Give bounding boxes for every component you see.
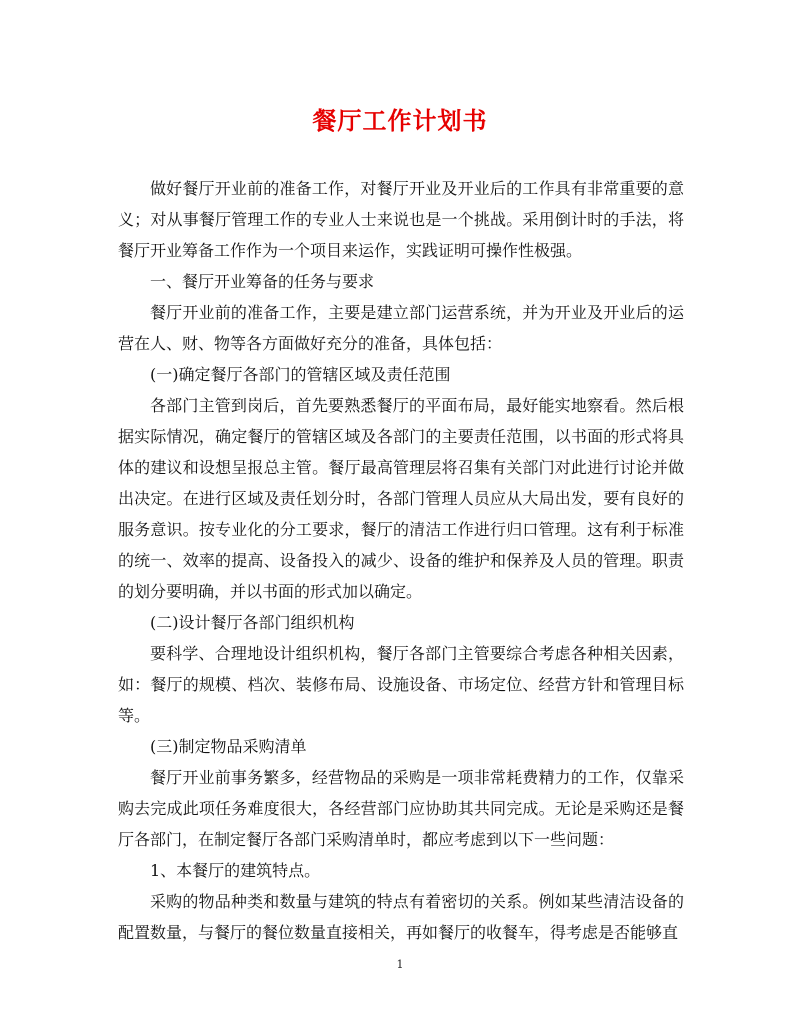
list-item-heading-1: 1、本餐厅的建筑特点。	[150, 861, 321, 880]
paragraph: 餐厅开业前的准备工作，主要是建立部门运营系统，并为开业及开业后的运营在人、财、物等各方面做好充分的准备，具体包括：	[118, 303, 684, 353]
paragraph: 要科学、合理地设计组织机构，餐厅各部门主管要综合考虑各种相关因素，如：餐厅的规模、档次、装修布局、设施设备、市场定位、经营方针和管理目标等。	[118, 644, 684, 725]
subsection-heading-1: (一)确定餐厅各部门的管辖区域及责任范围	[150, 365, 451, 384]
subsection-heading-3: (三)制定物品采购清单	[150, 737, 307, 756]
document-body	[118, 173, 684, 948]
page-title: 餐厅工作计划书	[312, 106, 488, 135]
paragraph: 餐厅开业前事务繁多，经营物品的采购是一项非常耗费精力的工作，仅靠采购去完成此项任务难度很大，各经营部门应协助其共同完成。无论是采购还是餐厅各部门，在制定餐厅各部门采购清单时，都应考虑到以下一些问题：	[118, 768, 684, 849]
section-heading-1: 一、餐厅开业筹备的任务与要求	[150, 272, 375, 291]
page-number: 1	[396, 958, 404, 971]
paragraph: 采购的物品种类和数量与建筑的特点有着密切的关系。例如某些清洁设备的配置数量，与餐厅的餐位数量直接相关，再如餐厅的收餐车，得考虑是否能够直	[118, 892, 684, 942]
paragraph: 各部门主管到岗后，首先要熟悉餐厅的平面布局，最好能实地察看。然后根据实际情况，确定餐厅的管辖区域及各部门的主要责任范围，以书面的形式将具体的建议和设想呈报总主管。餐厅最高管理层将召集有关部门对此进行讨论并做出决定。在进行区域及责任划分时，各部门管理人员应从大局出发，要有良好的服务意识。按专业化的分工要求，餐厅的清洁工作进行归口管理。这有利于标准的统一、效率的提高、设备投入的减少、设备的维护和保养及人员的管理。职责的划分要明确，并以书面的形式加以确定。	[118, 396, 684, 601]
subsection-heading-2: (二)设计餐厅各部门组织机构	[150, 613, 355, 632]
paragraph-intro: 做好餐厅开业前的准备工作，对餐厅开业及开业后的工作具有非常重要的意义；对从事餐厅管理工作的专业人士来说也是一个挑战。采用倒计时的手法，将餐厅开业筹备工作作为一个项目来运作，实践证明可操作性极强。	[118, 179, 684, 260]
